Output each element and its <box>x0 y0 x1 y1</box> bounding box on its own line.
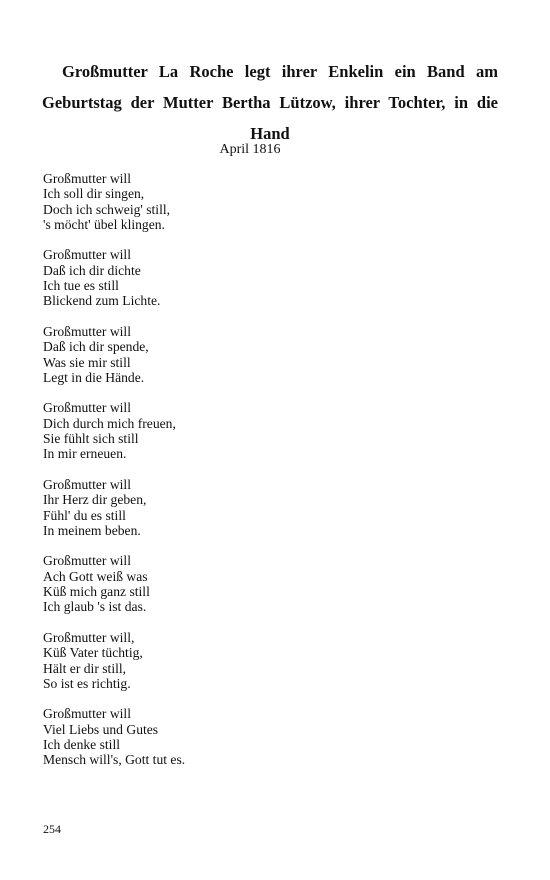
poem-line: Ich tue es still <box>43 278 119 294</box>
poem-line: Ich soll dir singen, <box>43 186 145 202</box>
stanza <box>43 630 483 691</box>
poem-line: Daß ich dir spende, <box>43 339 149 355</box>
poem-line: Großmutter will <box>43 171 131 186</box>
stanza <box>43 553 483 614</box>
poem-line: Ich denke still <box>43 736 121 752</box>
stanza <box>43 706 483 767</box>
poem-line: Großmutter will <box>43 476 131 492</box>
stanza <box>43 247 483 308</box>
poem-line: Dich durch mich freuen, <box>43 415 176 431</box>
poem-date: April 1816 <box>219 142 281 157</box>
poem-line: Daß ich dir dichte <box>43 262 141 278</box>
poem-title: Großmutter La Roche legt ihrer Enkelin ein Band am Geburtstag der Mutter Bertha Lützow, ihrer Tochter, in die Hand <box>42 62 498 143</box>
poem-line: In meinem beben. <box>43 522 141 538</box>
poem-line: Großmutter will <box>43 247 131 263</box>
poem-line: Legt in die Hände. <box>43 369 145 385</box>
poem-line: Fühl' du es still <box>43 507 126 523</box>
stanza <box>43 171 483 232</box>
poem-line: Doch ich schweig' still, <box>43 201 171 217</box>
poem-line: So ist es richtig. <box>43 675 131 691</box>
poem-line: Viel Liebs und Gutes <box>43 721 159 737</box>
poem-line: Sie fühlt sich still <box>43 431 139 447</box>
poem-line: Großmutter will <box>43 323 131 339</box>
poem-line: Blickend zum Lichte. <box>43 293 161 309</box>
poem-line: Hält er dir still, <box>43 660 127 676</box>
poem-line: Küß Vater tüchtig, <box>43 645 143 661</box>
poem-line: Ich glaub 's ist das. <box>43 599 147 615</box>
poem-body <box>43 171 483 783</box>
poem-line: Großmutter will <box>43 400 131 416</box>
poem-line: Was sie mir still <box>43 354 131 370</box>
stanza <box>43 477 483 538</box>
poem-line: Ihr Herz dir geben, <box>43 492 147 508</box>
stanza <box>43 324 483 385</box>
poem-line: 's möcht' übel klingen. <box>43 216 165 232</box>
poem-line: Großmutter will <box>43 706 131 722</box>
page-number: 254 <box>43 822 61 836</box>
poem-line: Ach Gott weiß was <box>43 568 148 584</box>
poem-line: Großmutter will, <box>43 629 135 645</box>
poem-line: Küß mich ganz still <box>43 584 150 600</box>
poem-line: Großmutter will <box>43 553 131 569</box>
poem-line: In mir erneuen. <box>43 446 127 462</box>
stanza <box>43 400 483 461</box>
poem-line: Mensch will's, Gott tut es. <box>43 752 186 768</box>
